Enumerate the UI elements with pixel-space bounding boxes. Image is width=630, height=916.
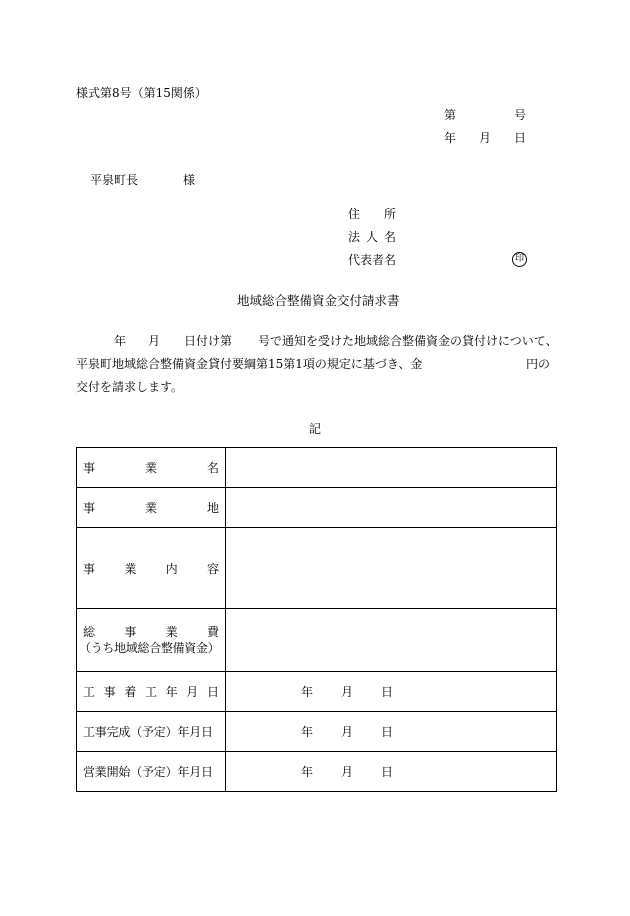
date-month: 月 [478,131,491,145]
body-line-3: 交付を請求します。 [76,380,184,394]
complete-date-label: 工事完成（予定）年月日 [83,725,213,739]
open-date-label: 営業開始（予定）年月日 [83,765,213,779]
project-site-label: 事 業 地 [83,501,219,515]
corporation-name-label: 法 人 名 [348,230,396,244]
project-name-field[interactable] [226,448,557,488]
addressee-name: 平泉町長 [90,173,139,187]
open-date-field[interactable]: 年 月 日 [226,752,557,792]
seal-mark: 印 [512,252,527,267]
details-table [76,447,557,792]
table-row [77,448,557,488]
project-name-label: 事 業 名 [83,461,219,475]
project-content-label: 事 業 内 容 [83,561,219,576]
start-date-field[interactable]: 年 月 日 [226,672,557,712]
total-cost-label: 総 事 業 費 [83,625,219,639]
table-row [77,609,557,672]
representative-label: 代表者名 [348,253,397,267]
body-line-1: 年 月 日付け第 号で通知を受けた地域総合整備資金の貸付けについて、 [114,334,558,348]
document-number [444,108,526,122]
address-label: 住 所 [348,207,396,221]
body-line-2-left: 平泉町地域総合整備資金貸付要綱第15第1項の規定に基づき、金 [76,357,423,371]
table-row [77,752,557,792]
form-id: 様式第8号（第15関係） [76,86,207,100]
table-row [77,488,557,528]
ki-heading: 記 [309,422,322,436]
doc-number-suffix: 号 [513,108,526,122]
table-row [77,528,557,609]
addressee-honorific: 様 [183,173,196,187]
table-row [77,672,557,712]
date-year: 年 [444,131,457,145]
project-content-field[interactable] [226,528,557,609]
total-cost-sub-label: （うち地域総合整備資金） [79,641,220,655]
table-row [77,712,557,752]
total-cost-field[interactable] [226,609,557,672]
doc-number-prefix: 第 [444,108,457,122]
document-date [444,131,526,145]
start-date-label: 工 事 着 工 年 月 日 [83,685,219,699]
document-title: 地域総合整備資金交付請求書 [237,293,400,308]
project-site-field[interactable] [226,488,557,528]
body-line-2-right: 円の [526,357,551,371]
date-day: 日 [513,131,526,145]
complete-date-field[interactable]: 年 月 日 [226,712,557,752]
